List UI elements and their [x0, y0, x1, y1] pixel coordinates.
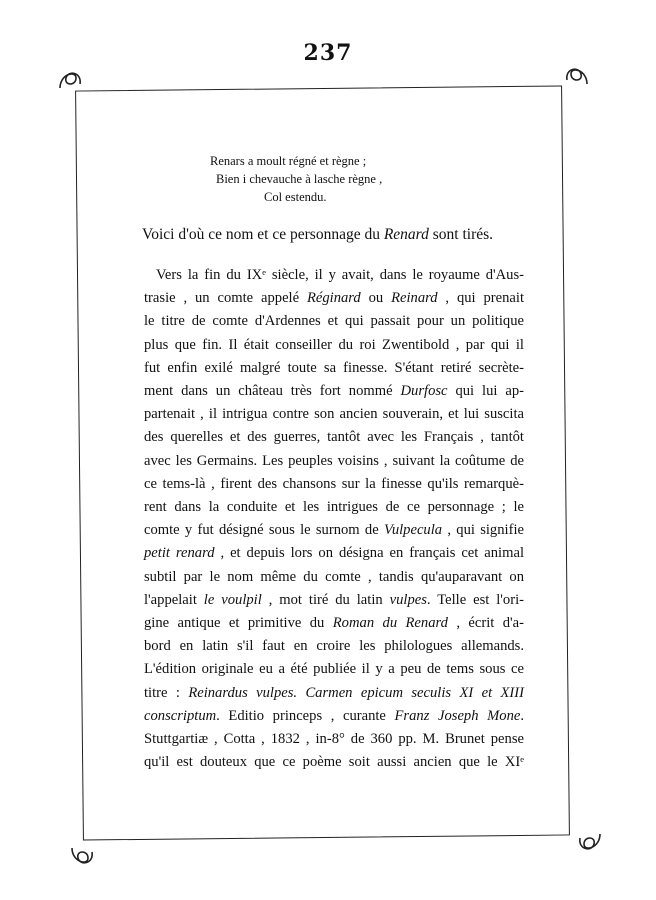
text-line: petit renard , et depuis lors on désigna en français cet animal: [144, 545, 524, 562]
verse-epigraph: [200, 152, 382, 206]
text-line: conscriptum. Editio princeps , curante Franz Joseph Mone.: [144, 707, 524, 724]
text-line: titre : Reinardus vulpes. Carmen epicum seculis XI et XIII: [144, 684, 524, 701]
text-line: rent dans la conduite et les intrigues de ce personnage ; le: [144, 499, 524, 516]
text-line: l'appelait le voulpil , mot tiré du latin vulpes. Telle est l'ori-: [144, 591, 524, 608]
body-paragraph: [144, 264, 524, 774]
text-line: trasie , un comte appelé Réginard ou Reinard , qui prenait: [144, 290, 524, 307]
section-heading: Voici d'où ce nom et ce personnage du Renard sont tirés.: [142, 226, 494, 243]
text-line: subtil par le nom même du comte , tandis qu'auparavant on: [144, 568, 524, 585]
text-line: fut enfin exilé malgré toute sa finesse. S'étant retiré secrète-: [144, 359, 524, 376]
text-line: ce tems-là , firent des chansons sur la finesse qu'ils remarquè-: [144, 475, 524, 492]
corner-flourish-icon: [56, 66, 84, 94]
text-line: partenait , il intrigua contre son ancien souverain, et lui suscita: [144, 406, 524, 423]
text-line: qu'il est douteux que ce poème soit aussi ancien que le XIᵉ: [144, 754, 524, 771]
text-line: L'édition originale eu a été publiée il y a peu de tems sous ce: [144, 661, 524, 678]
text-line: gine antique et primitive du Roman du Renard , écrit d'a-: [144, 615, 525, 632]
text-line: plus que fin. Il était conseiller du roi Zwentibold , par qui il: [144, 336, 524, 353]
verse-line: Bien i chevauche à lasche règne ,: [216, 172, 383, 186]
page-number: 237: [303, 40, 353, 66]
corner-flourish-icon: [563, 62, 591, 90]
corner-flourish-icon: [576, 828, 604, 856]
corner-flourish-icon: [68, 842, 96, 870]
text-line: Vers la fin du IXᵉ siècle, il y avait, dans le royaume d'Aus-: [156, 267, 524, 283]
text-line: comte y fut désigné sous le surnom de Vulpecula , qui signifie: [144, 522, 524, 539]
verse-line: Renars a moult régné et règne ;: [210, 154, 367, 168]
text-line: ment dans un château très fort nommé Durfosc qui lui ap-: [144, 383, 524, 400]
text-line: le titre de comte d'Ardennes et qui passait pour un politique: [144, 313, 524, 330]
text-line: bord en latin s'il faut en croire les philologues allemands.: [144, 638, 524, 655]
text-line: des querelles et des guerres, tantôt avec les Français , tantôt: [144, 429, 524, 446]
text-line: Stuttgartiæ , Cotta , 1832 , in-8° de 360 pp. M. Brunet pense: [144, 731, 524, 748]
verse-line: Col estendu.: [264, 190, 327, 204]
text-line: avec les Germains. Les peuples voisins , suivant la coûtume de: [144, 452, 524, 469]
